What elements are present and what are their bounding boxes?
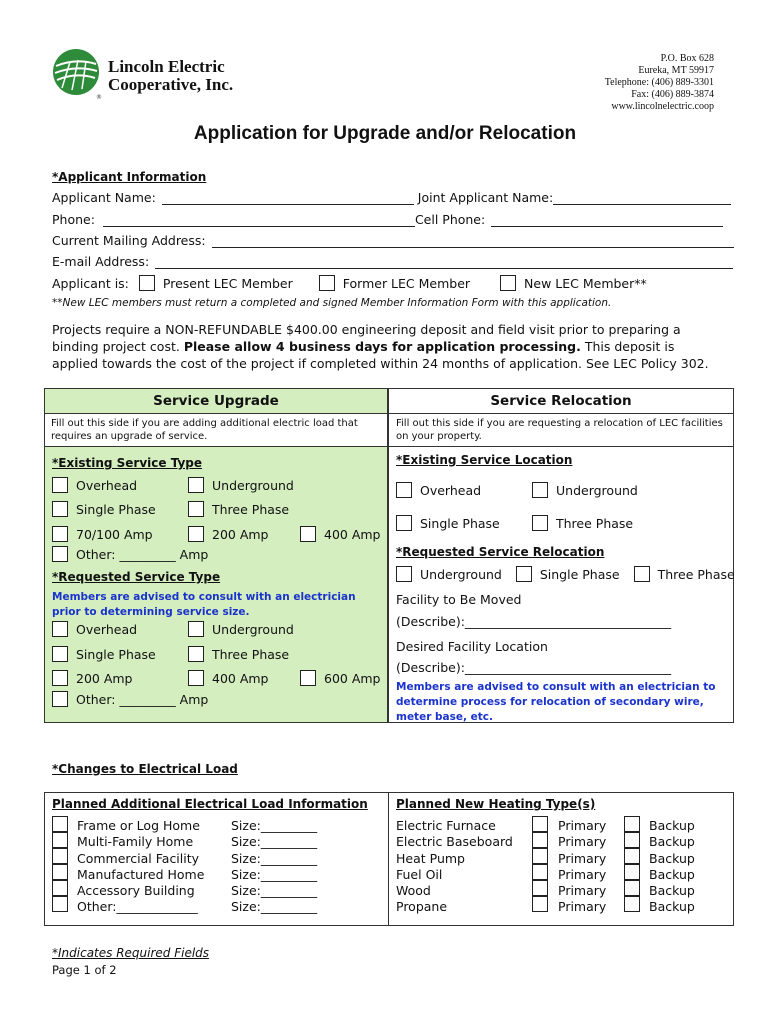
heating-types-list: [396, 818, 513, 916]
list-item: Electric Baseboard: [396, 834, 513, 850]
existing-underground-checkbox[interactable]: [188, 477, 204, 493]
phone-field[interactable]: [103, 213, 415, 227]
planned-load-heading: Planned Additional Electrical Load Information: [52, 797, 368, 811]
existing-70-100-amp-label: 70/100 Amp: [76, 526, 153, 542]
commercial-checkbox[interactable]: [52, 848, 68, 864]
page-number: Page 1 of 2: [52, 963, 117, 977]
requested-200-amp-label: 200 Amp: [76, 670, 133, 686]
backup-checkbox[interactable]: [624, 848, 640, 864]
backup-label: Backup: [649, 883, 695, 899]
intro-bold-text: Please allow 4 business days for application processing.: [183, 339, 581, 354]
backup-checkbox[interactable]: [624, 880, 640, 896]
org-name-line1: Lincoln Electric: [108, 57, 225, 76]
applicant-name-label: Applicant Name:: [52, 190, 156, 205]
existing-three-phase-checkbox[interactable]: [188, 501, 204, 517]
cell-phone-field[interactable]: [491, 213, 723, 227]
address-line: Telephone: (406) 889-3301: [604, 77, 714, 88]
joint-applicant-field[interactable]: [553, 191, 731, 205]
list-item[interactable]: Other:_____________: [77, 899, 198, 915]
backup-label: Backup: [649, 866, 695, 882]
facility-moved-describe-field[interactable]: (Describe):_________________________________: [396, 614, 672, 629]
svg-text:®: ®: [96, 94, 102, 101]
backup-label: Backup: [649, 850, 695, 866]
existing-400-amp-checkbox[interactable]: [300, 526, 316, 542]
relocation-existing-row-1b: [532, 482, 638, 498]
primary-checkbox[interactable]: [532, 896, 548, 912]
load-panel-divider: [388, 792, 389, 926]
relocation-existing-row-2b: [532, 515, 633, 531]
new-member-checkbox[interactable]: [500, 275, 516, 291]
load-checkbox-column: [52, 816, 68, 912]
primary-checkbox[interactable]: [532, 816, 548, 832]
requested-400-amp-label: 400 Amp: [212, 670, 269, 686]
upgrade-existing-row-2b: [188, 501, 289, 517]
applicant-is-label: Applicant is:: [52, 275, 129, 291]
requested-three-phase-label: Three Phase: [212, 646, 290, 662]
upgrade-advice: Members are advised to consult with an electrician prior to determining service size.: [52, 591, 356, 618]
upgrade-existing-row-3c: [300, 526, 381, 542]
applicant-heading: *Applicant Information: [52, 170, 207, 184]
upgrade-requested-row-1: [52, 621, 137, 637]
upgrade-existing-row-1: [52, 477, 137, 493]
relocation-existing-row-2: [396, 515, 500, 531]
primary-labels: [558, 818, 606, 916]
email-label: E-mail Address:: [52, 254, 150, 269]
address-line: www.lincolnelectric.coop: [611, 101, 714, 112]
new-member-note: **New LEC members must return a completed and signed Member Information Form with this application.: [52, 297, 612, 309]
backup-checkbox[interactable]: [624, 896, 640, 912]
page-title: Application for Upgrade and/or Relocation: [193, 123, 577, 144]
backup-label: Backup: [649, 899, 695, 915]
list-item: Propane: [396, 899, 448, 915]
existing-service-location-heading: *Existing Service Location: [396, 453, 573, 467]
backup-label: Backup: [649, 818, 695, 833]
list-item: Multi-Family Home: [77, 834, 194, 850]
phone-label: Phone:: [52, 212, 95, 227]
primary-label: Primary: [558, 866, 607, 882]
location-overhead-checkbox[interactable]: [396, 482, 412, 498]
intro-paragraph: [52, 321, 722, 372]
mailing-label: Current Mailing Address:: [52, 233, 206, 248]
location-three-phase-checkbox[interactable]: [532, 515, 548, 531]
primary-checkbox-column: [532, 816, 548, 912]
relocation-requested-row: [396, 566, 735, 582]
service-relocation-title: Service Relocation: [490, 393, 632, 409]
manufactured-home-checkbox[interactable]: [52, 864, 68, 880]
load-items-list: [77, 818, 204, 916]
requested-single-phase-checkbox[interactable]: [52, 646, 68, 662]
requested-underground-label: Underground: [212, 621, 294, 637]
primary-label: Primary: [558, 834, 607, 850]
phone-row: [52, 212, 723, 227]
size-field[interactable]: Size:_________: [231, 883, 318, 899]
existing-other-label: Other: _________ Amp: [76, 546, 209, 562]
requested-underground-checkbox[interactable]: [188, 621, 204, 637]
location-underground-label: Underground: [556, 482, 638, 498]
backup-checkbox[interactable]: [624, 864, 640, 880]
primary-label: Primary: [558, 818, 607, 833]
existing-single-phase-label: Single Phase: [76, 501, 156, 517]
relocate-single-phase-checkbox[interactable]: [516, 566, 532, 582]
list-item: Commercial Facility: [77, 850, 200, 866]
upgrade-requested-row-3c: [300, 670, 381, 686]
address-line: Eureka, MT 59917: [638, 65, 714, 76]
facility-moved-label: Facility to Be Moved: [396, 592, 522, 607]
joint-applicant-label: Joint Applicant Name:: [417, 190, 554, 205]
existing-service-type-heading: *Existing Service Type: [52, 456, 203, 470]
org-name-line2: Cooperative, Inc.: [108, 75, 234, 94]
upgrade-requested-row-1b: [188, 621, 294, 637]
multi-family-checkbox[interactable]: [52, 832, 68, 848]
backup-checkbox-column: [624, 816, 640, 912]
existing-other-checkbox[interactable]: [52, 546, 68, 562]
relocation-existing-row-1: [396, 482, 481, 498]
load-other-checkbox[interactable]: [52, 896, 68, 912]
required-fields-note: *Indicates Required Fields: [52, 946, 210, 960]
applicant-name-row: [52, 190, 731, 205]
requested-overhead-checkbox[interactable]: [52, 621, 68, 637]
relocate-three-phase-label: Three Phase: [657, 566, 735, 582]
size-field[interactable]: Size:_________: [231, 818, 318, 833]
intro-text-2: This deposit is applied towards the cost of the project if completed within 24 months of application. See LEC Policy 302.: [52, 339, 709, 371]
primary-checkbox[interactable]: [532, 832, 548, 848]
primary-checkbox[interactable]: [532, 880, 548, 896]
desired-location-label: Desired Facility Location: [396, 639, 548, 654]
existing-overhead-label: Overhead: [76, 477, 138, 493]
list-item: Frame or Log Home: [77, 818, 200, 833]
primary-checkbox[interactable]: [532, 864, 548, 880]
requested-three-phase-checkbox[interactable]: [188, 646, 204, 662]
relocation-advice: Members are advised to consult with an electrician to determine process for relocation of secondary wire, meter base, etc.: [396, 681, 716, 723]
relocate-single-phase-label: Single Phase: [539, 566, 620, 582]
location-single-phase-label: Single Phase: [420, 515, 500, 531]
size-field[interactable]: Size:_________: [231, 834, 318, 850]
requested-600-amp-label: 600 Amp: [324, 670, 381, 686]
requested-200-amp-checkbox[interactable]: [52, 670, 68, 686]
size-field[interactable]: Size:_________: [231, 899, 318, 915]
mailing-field[interactable]: [212, 234, 734, 248]
org-address: [605, 53, 714, 113]
upgrade-existing-row-4: [52, 546, 208, 562]
former-member-checkbox[interactable]: [319, 275, 335, 291]
upgrade-requested-row-3b: [188, 670, 269, 686]
backup-checkbox[interactable]: [624, 832, 640, 848]
list-item: Accessory Building: [77, 883, 195, 899]
relocate-underground-label: Underground: [420, 566, 502, 582]
relocate-underground-checkbox[interactable]: [396, 566, 412, 582]
size-field[interactable]: Size:_________: [231, 850, 318, 866]
location-underground-checkbox[interactable]: [532, 482, 548, 498]
frame-log-home-checkbox[interactable]: [52, 816, 68, 832]
requested-single-phase-label: Single Phase: [76, 646, 156, 662]
existing-underground-label: Underground: [212, 477, 294, 493]
desired-location-describe-field[interactable]: (Describe):_________________________________: [396, 660, 672, 675]
upgrade-existing-row-1b: [188, 477, 294, 493]
org-logo: [52, 48, 100, 100]
existing-single-phase-checkbox[interactable]: [52, 501, 68, 517]
requested-other-checkbox[interactable]: [52, 691, 68, 707]
email-field[interactable]: [155, 255, 733, 269]
cell-phone-label: Cell Phone:: [414, 212, 486, 227]
new-member-label: New LEC Member**: [524, 275, 647, 291]
list-item: Manufactured Home: [77, 866, 205, 882]
load-sizes-list: [231, 818, 317, 916]
requested-600-amp-checkbox[interactable]: [300, 670, 316, 686]
service-relocation-desc: Fill out this side if you are requesting a relocation of LEC facilities on your property.: [396, 418, 723, 442]
list-item: Fuel Oil: [396, 866, 443, 882]
size-field[interactable]: Size:_________: [231, 866, 318, 882]
existing-overhead-checkbox[interactable]: [52, 477, 68, 493]
list-item: Electric Furnace: [396, 818, 496, 833]
upgrade-requested-row-4: [52, 691, 208, 707]
requested-service-type-heading: *Requested Service Type: [52, 570, 221, 584]
applicant-name-field[interactable]: [162, 191, 414, 205]
requested-400-amp-checkbox[interactable]: [188, 670, 204, 686]
requested-overhead-label: Overhead: [76, 621, 138, 637]
existing-three-phase-label: Three Phase: [212, 501, 290, 517]
existing-400-amp-label: 400 Amp: [324, 526, 381, 542]
requested-other-label: Other: _________ Amp: [76, 691, 209, 707]
location-single-phase-checkbox[interactable]: [396, 515, 412, 531]
backup-labels: [649, 818, 695, 916]
upgrade-existing-row-3b: [188, 526, 269, 542]
upgrade-existing-row-2: [52, 501, 156, 517]
address-line: P.O. Box 628: [660, 53, 714, 64]
service-upgrade-title: Service Upgrade: [153, 393, 279, 409]
list-item: Heat Pump: [396, 850, 465, 866]
present-member-label: Present LEC Member: [162, 275, 293, 291]
email-row: [52, 254, 733, 269]
load-changes-heading: *Changes to Electrical Load: [52, 762, 238, 776]
relocate-three-phase-checkbox[interactable]: [634, 566, 650, 582]
existing-200-amp-checkbox[interactable]: [188, 526, 204, 542]
org-name: [108, 58, 233, 94]
primary-label: Primary: [558, 899, 607, 915]
primary-checkbox[interactable]: [532, 848, 548, 864]
backup-checkbox[interactable]: [624, 816, 640, 832]
present-member-checkbox[interactable]: [139, 275, 155, 291]
primary-label: Primary: [558, 883, 607, 899]
location-overhead-label: Overhead: [420, 482, 482, 498]
primary-label: Primary: [558, 850, 607, 866]
location-three-phase-label: Three Phase: [556, 515, 634, 531]
upgrade-existing-row-3: [52, 526, 153, 542]
former-member-label: Former LEC Member: [342, 275, 471, 291]
applicant-type-row: [52, 275, 647, 291]
address-line: Fax: (406) 889-3874: [631, 89, 714, 100]
upgrade-requested-row-2b: [188, 646, 289, 662]
list-item: Wood: [396, 883, 431, 899]
upgrade-requested-row-3: [52, 670, 133, 686]
accessory-building-checkbox[interactable]: [52, 880, 68, 896]
planned-heating-heading: Planned New Heating Type(s): [396, 797, 596, 811]
logo-globe-icon: [52, 48, 100, 100]
service-upgrade-desc: Fill out this side if you are adding additional electric load that requires an upgrade of service.: [51, 418, 358, 442]
requested-service-relocation-heading: *Requested Service Relocation: [396, 545, 605, 559]
upgrade-requested-row-2: [52, 646, 156, 662]
intro-text-1: Projects require a NON-REFUNDABLE $400.00 engineering deposit and field visit prior to preparing a binding project cost.: [52, 322, 681, 354]
backup-label: Backup: [649, 834, 695, 850]
existing-70-100-amp-checkbox[interactable]: [52, 526, 68, 542]
mailing-row: [52, 233, 734, 248]
existing-200-amp-label: 200 Amp: [212, 526, 269, 542]
